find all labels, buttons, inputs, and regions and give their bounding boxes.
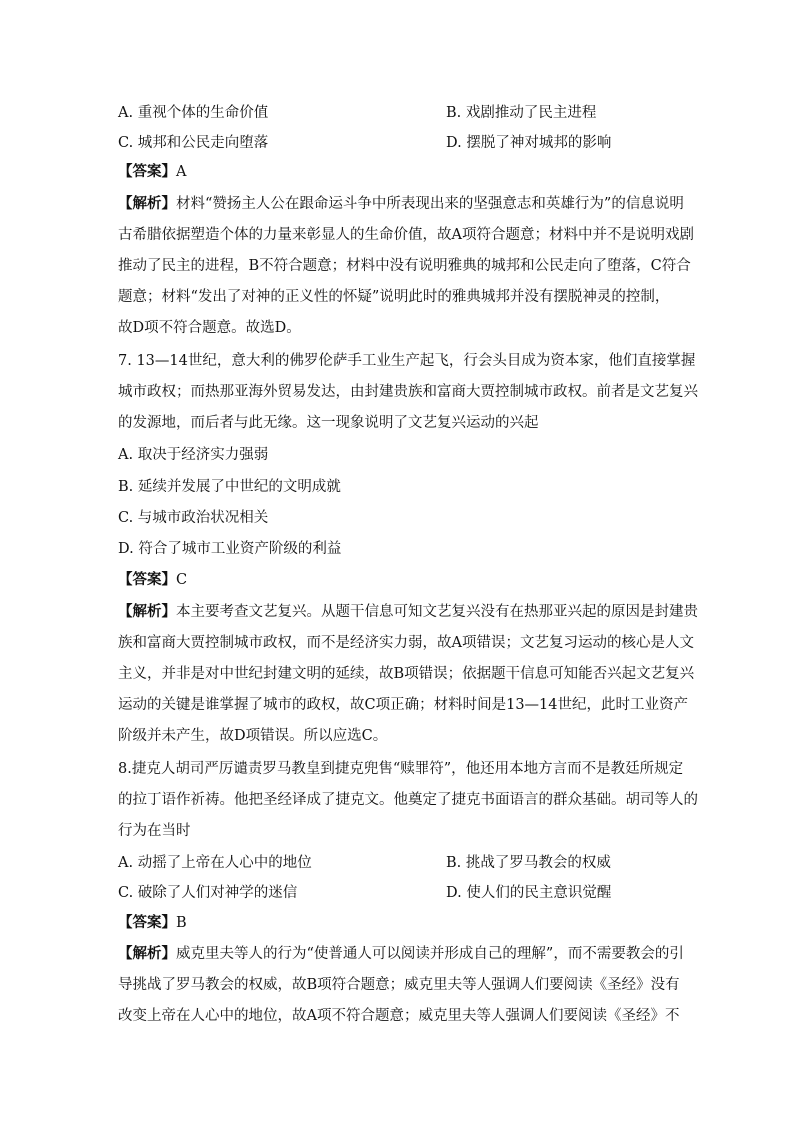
analysis-tag: 【解析】 xyxy=(118,195,176,212)
answer-value: A xyxy=(176,164,187,180)
q8-option-c: C. 破除了人们对神学的迷信 xyxy=(118,885,298,901)
q6-option-b: B. 戏剧推动了民主进程 xyxy=(446,105,597,121)
q8-stem-line-2: 的拉丁语作祈祷。他把圣经译成了捷克文。他奠定了捷克书面语言的群众基础。胡司等人的 xyxy=(118,792,698,808)
answer-tag: 【答案】 xyxy=(118,914,176,931)
answer-value: B xyxy=(176,915,187,931)
q8-option-a: A. 动摇了上帝在人心中的地位 xyxy=(118,855,312,871)
q7-analysis-line-1 xyxy=(118,602,698,622)
q8-analysis-line-1 xyxy=(118,944,684,964)
q7-analysis-line-5: 阶级并未产生，故D项错误。所以应选C。 xyxy=(118,728,388,744)
answer-tag: 【答案】 xyxy=(118,571,176,588)
q7-option-d: D. 符合了城市工业资产阶级的利益 xyxy=(118,541,342,557)
q6-option-d: D. 摆脱了神对城邦的影响 xyxy=(446,135,612,151)
q7-analysis-line-4: 运动的关键是谁掌握了城市的政权，故C项正确；材料时间是13—14世纪，此时工业资产 xyxy=(118,697,688,713)
q8-stem-line-1: 8.捷克人胡司严厉谴责罗马教皇到捷克兜售“赎罪符”，他还用本地方言而不是教廷所规定 xyxy=(118,761,684,777)
analysis-tag: 【解析】 xyxy=(118,603,176,620)
q7-analysis-line-3: 主义，并非是对中世纪封建文明的延续，故B项错误；依据题干信息可知能否兴起文艺复兴 xyxy=(118,666,695,682)
q6-option-c: C. 城邦和公民走向堕落 xyxy=(118,135,269,151)
q8-option-b: B. 挑战了罗马教会的权威 xyxy=(446,855,611,871)
q7-option-c: C. 与城市政治状况相关 xyxy=(118,510,269,526)
q6-answer xyxy=(118,162,678,182)
q6-analysis-line-1 xyxy=(118,194,684,214)
q8-stem-line-3: 行为在当时 xyxy=(118,823,191,839)
analysis-text: 威克里夫等人的行为“使普通人可以阅读并形成自己的理解”，而不需要教会的引 xyxy=(176,946,684,962)
q6-option-a: A. 重视个体的生命价值 xyxy=(118,105,269,121)
q8-option-d: D. 使人们的民主意识觉醒 xyxy=(446,885,612,901)
q6-analysis-line-5: 故D项不符合题意。故选D。 xyxy=(118,320,301,336)
q6-analysis-line-2: 古希腊依据塑造个体的力量来彰显人的生命价值，故A项符合题意；材料中并不是说明戏剧 xyxy=(118,227,694,243)
analysis-text: 材料“赞扬主人公在跟命运斗争中所表现出来的坚强意志和英雄行为”的信息说明 xyxy=(176,196,684,212)
q7-answer xyxy=(118,570,678,590)
q6-analysis-line-3: 推动了民主的进程，B不符合题意；材料中没有说明雅典的城邦和公民走向了堕落，C符合 xyxy=(118,258,691,274)
q7-stem-line-3: 的发源地，而后者与此无缘。这一现象说明了文艺复兴运动的兴起 xyxy=(118,415,539,431)
q7-stem-line-2: 城市政权；而热那亚海外贸易发达，由封建贵族和富商大贾控制城市政权。前者是文艺复兴 xyxy=(118,384,698,400)
answer-tag: 【答案】 xyxy=(118,163,176,180)
q8-analysis-line-2: 导挑战了罗马教会的权威，故B项符合题意；威克里夫等人强调人们要阅读《圣经》没有 xyxy=(118,977,680,993)
q7-analysis-line-2: 族和富商大贾控制城市政权，而不是经济实力弱，故A项错误；文艺复习运动的核心是人文 xyxy=(118,635,694,651)
q7-option-a: A. 取决于经济实力强弱 xyxy=(118,447,269,463)
q7-option-b: B. 延续并发展了中世纪的文明成就 xyxy=(118,479,341,495)
q7-stem-line-1: 7. 13—14世纪，意大利的佛罗伦萨手工业生产起飞，行会头目成为资本家，他们直接掌握 xyxy=(118,353,696,369)
analysis-tag: 【解析】 xyxy=(118,945,176,962)
answer-value: C xyxy=(176,572,188,588)
q8-analysis-line-3: 改变上帝在人心中的地位，故A项不符合题意；威克里夫等人强调人们要阅读《圣经》不 xyxy=(118,1008,680,1024)
analysis-text: 本主要考查文艺复兴。从题干信息可知文艺复兴没有在热那亚兴起的原因是封建贵 xyxy=(176,604,698,620)
q6-analysis-line-4: 题意；材料“发出了对神的正义性的怀疑”说明此时的雅典城邦并没有摆脱神灵的控制， xyxy=(118,289,670,305)
q8-answer xyxy=(118,913,678,933)
